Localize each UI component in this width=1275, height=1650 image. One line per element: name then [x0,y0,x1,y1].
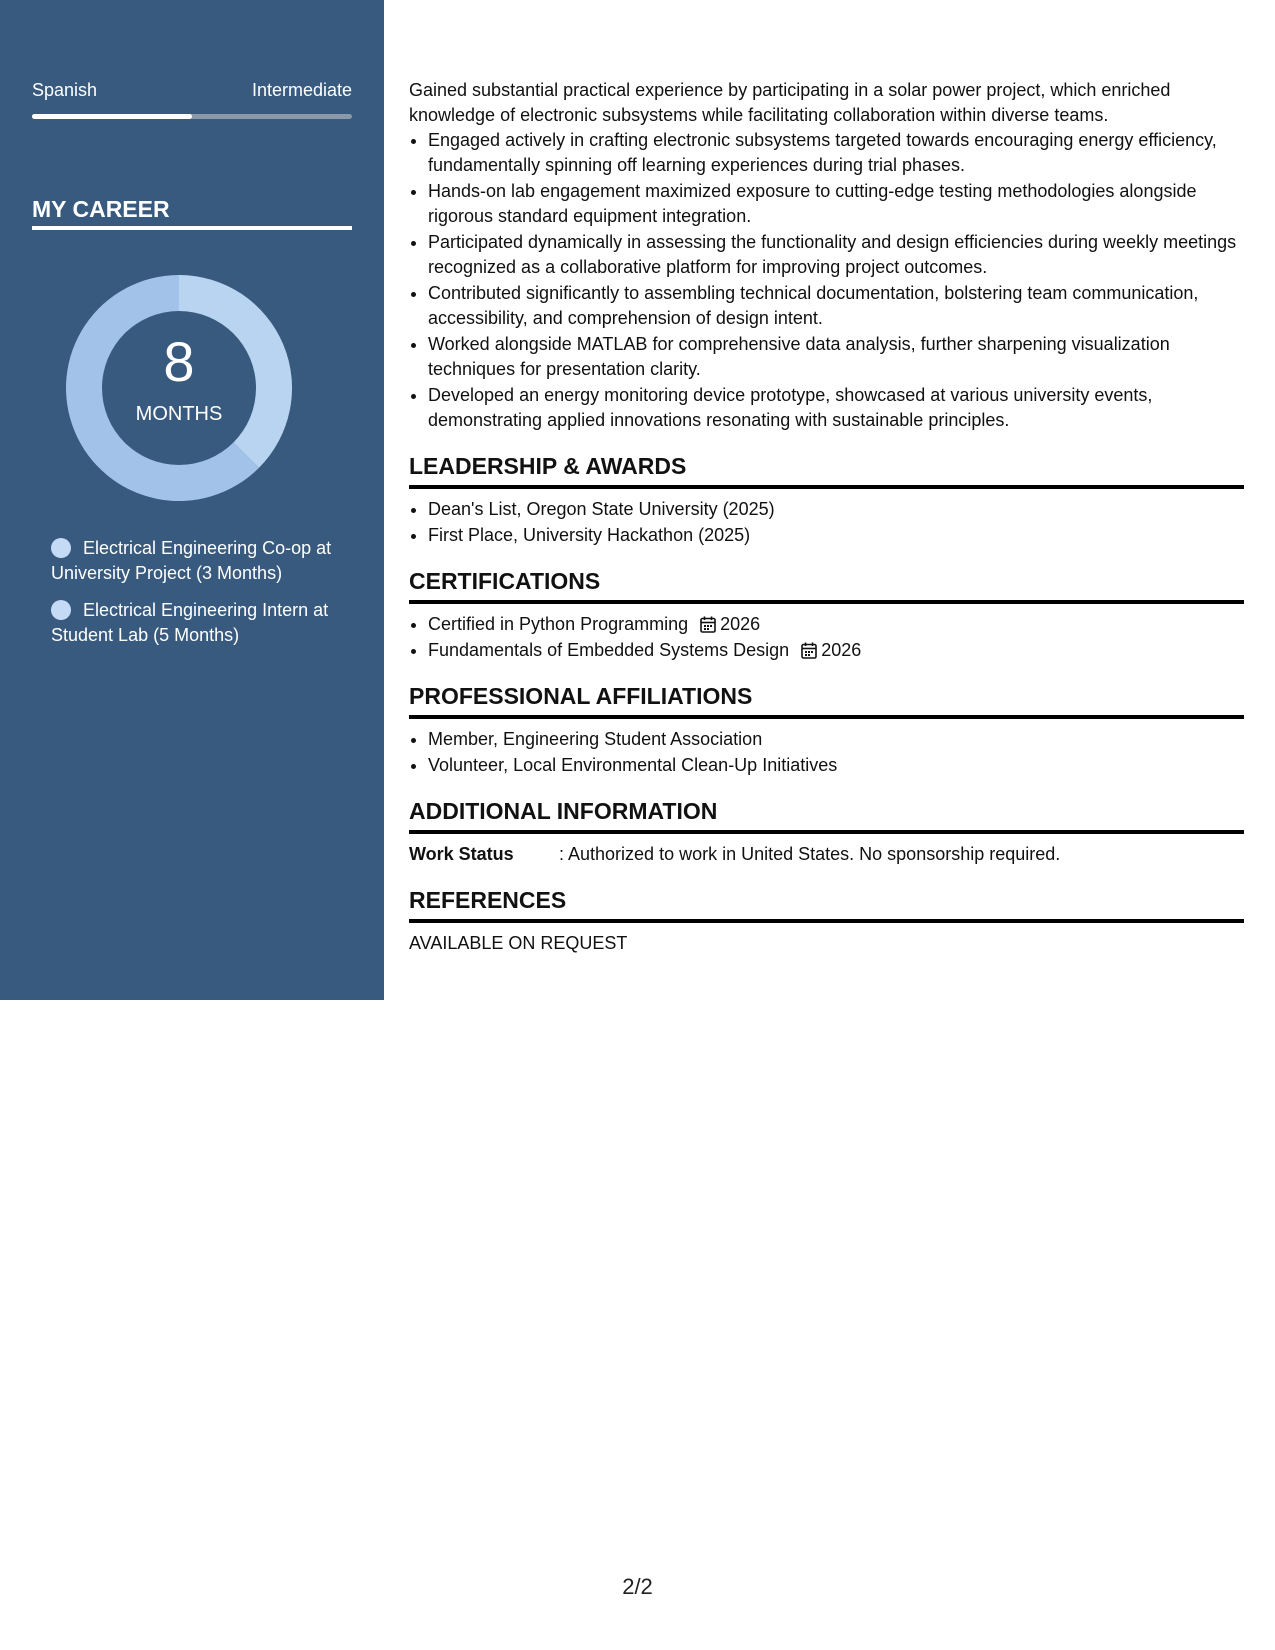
career-item-label: Electrical Engineering Co-op at University Project (3 Months) [51,538,332,583]
career-item [51,598,351,648]
legend-dot-icon [51,538,71,558]
legend-dot-icon [51,600,71,620]
experience-bullet: • Engaged actively in crafting electronic subsystems targeted towards encouraging energy efficiency, fundamentally spinning off learning experiences during trial phases. [428,128,1244,178]
page-number: 2/2 [622,1574,653,1599]
leadership-list [409,497,1244,548]
section-title: PROFESSIONAL AFFILIATIONS [409,683,753,709]
certification-year: 2026 [821,640,862,660]
donut-unit: MONTHS [135,403,223,425]
calendar-icon [700,616,716,633]
section-title: LEADERSHIP & AWARDS [409,453,687,479]
language-row [32,80,352,101]
certifications-section [409,566,1244,663]
section-title: ADDITIONAL INFORMATION [409,798,718,824]
section-divider [409,830,1244,834]
experience-bullets [409,128,1244,433]
list-item: • First Place, University Hackathon (2025) [428,523,1244,548]
certification-name: Fundamentals of Embedded Systems Design [428,640,790,660]
section-divider [409,919,1244,923]
donut-total: 8 [163,330,195,393]
experience-bullet: • Participated dynamically in assessing the functionality and design efficiencies during weekly meetings recognized as a collaborative platform for improving project outcomes. [428,230,1244,280]
main-content [409,78,1244,956]
list-item: • Volunteer, Local Environmental Clean-Up Initiatives [428,753,1244,778]
section-title: CERTIFICATIONS [409,568,601,594]
experience-bullet: • Developed an energy monitoring device prototype, showcased at various university events, demonstrating applied innovations resonating with sustainable principles. [428,383,1244,433]
work-status-value: : Authorized to work in United States. No sponsorship required. [559,844,1061,864]
career-legend [51,536,351,660]
career-section-title: MY CAREER [32,196,170,222]
additional-info-section [409,796,1244,867]
experience-summary: Gained substantial practical experience by participating in a solar power project, which enriched knowledge of electronic subsystems while facilitating collaboration within diverse teams. [409,80,1171,125]
affiliations-section [409,681,1244,778]
career-donut-chart [66,275,292,501]
work-status-label: Work Status [409,844,514,864]
references-section [409,885,1244,956]
career-section-divider [32,226,352,230]
experience-bullet: • Contributed significantly to assembling technical documentation, bolstering team communication, accessibility, and comprehension of design intent. [428,281,1244,331]
leadership-section [409,451,1244,548]
certification-name: Certified in Python Programming [428,614,689,634]
language-proficiency-fill [32,114,192,119]
section-title: REFERENCES [409,887,567,913]
certifications-list [409,612,1244,663]
list-item: • Member, Engineering Student Association [428,727,1244,752]
career-item-label: Electrical Engineering Intern at Student Lab (5 Months) [51,600,329,645]
certification-year: 2026 [720,614,761,634]
language-name: Spanish [32,80,98,100]
section-divider [409,485,1244,489]
work-status-row [409,842,1244,867]
sidebar [0,0,384,1000]
section-divider [409,715,1244,719]
language-level: Intermediate [251,80,352,100]
language-proficiency-bar [32,114,352,119]
career-item [51,536,351,586]
references-text: AVAILABLE ON REQUEST [409,933,628,953]
list-item: • Dean's List, Oregon State University (2025) [428,497,1244,522]
list-item [428,612,1244,637]
experience-bullet: • Hands-on lab engagement maximized exposure to cutting-edge testing methodologies alongside rigorous standard equipment integration. [428,179,1244,229]
experience-bullet: • Worked alongside MATLAB for comprehensive data analysis, further sharpening visualization techniques for presentation clarity. [428,332,1244,382]
calendar-icon [801,642,817,659]
affiliations-list [409,727,1244,778]
section-divider [409,600,1244,604]
list-item [428,638,1244,663]
